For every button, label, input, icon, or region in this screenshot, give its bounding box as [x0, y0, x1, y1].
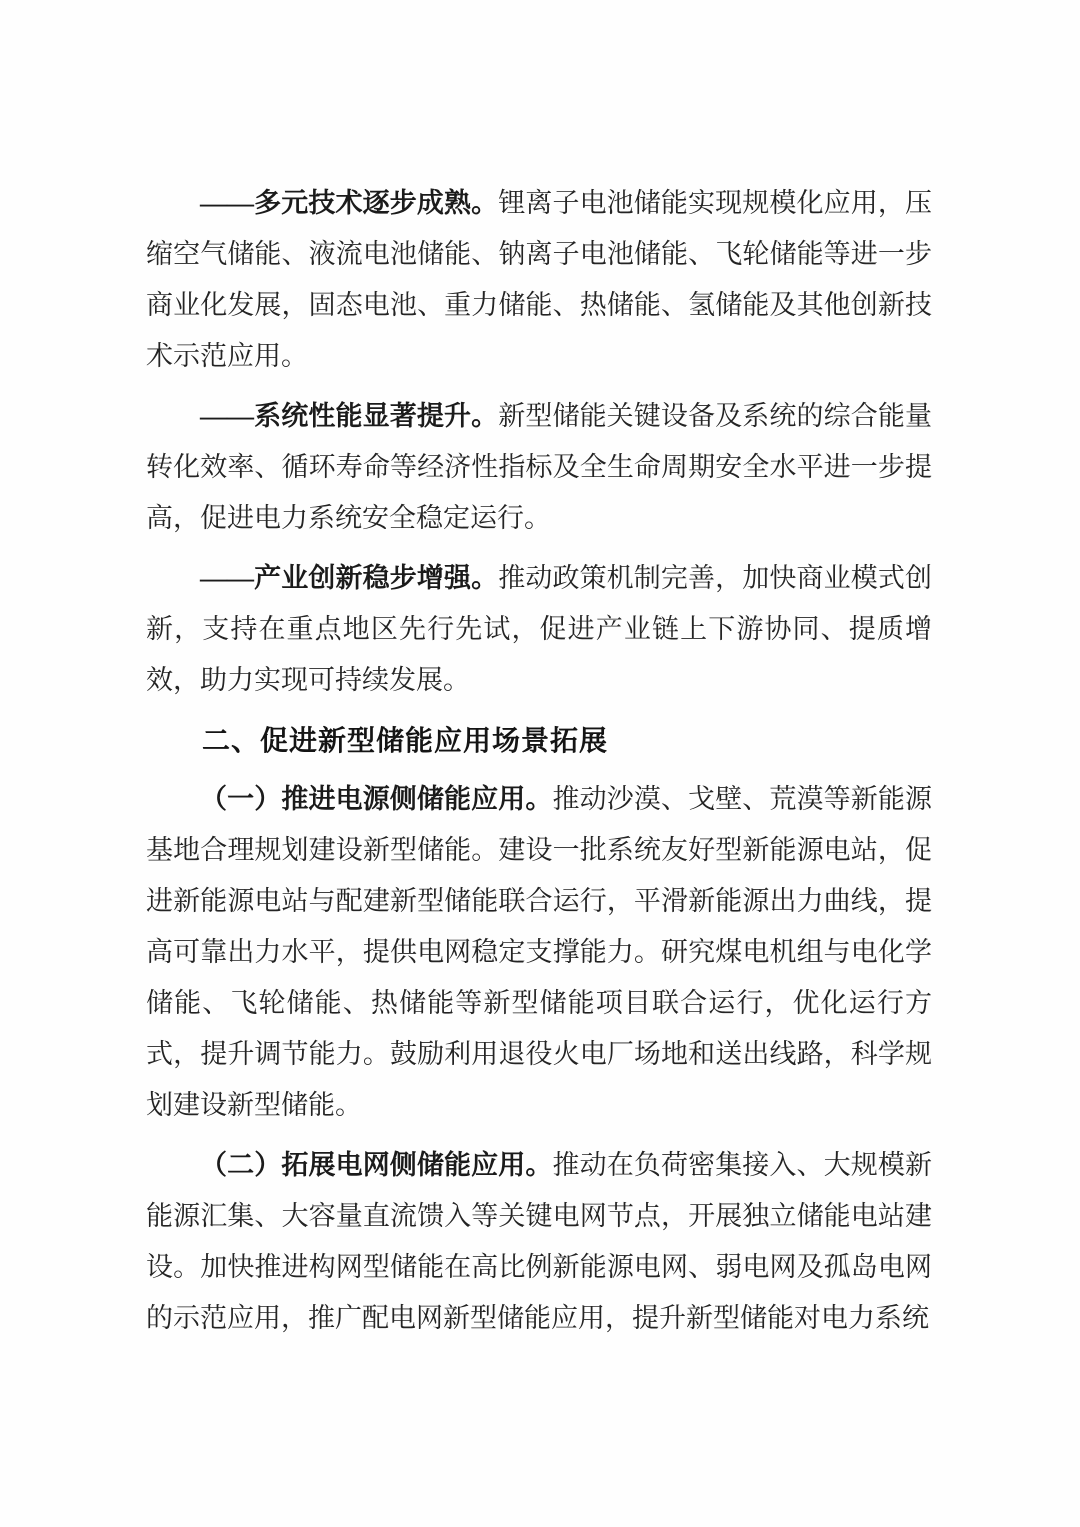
numbered-paragraph	[146, 1140, 932, 1344]
paragraph-lead: ——产业创新稳步增强。	[200, 563, 499, 593]
paragraph-lead: ——多元技术逐步成熟。	[200, 188, 499, 218]
paragraph-lead: （二）拓展电网侧储能应用。	[200, 1150, 553, 1180]
dash-paragraph	[146, 178, 932, 382]
paragraph-text: 推动在负荷密集接入、大规模新能源汇集、大容量直流馈入等关键电网节点，开展独立储能电站建设。加快推进构网型储能在高比例新能源电网、弱电网及孤岛电网的示范应用，推广配电网新型储能应用，提升新型储能对电力系统	[146, 1150, 932, 1333]
dash-paragraph	[146, 553, 932, 706]
numbered-paragraph	[146, 774, 932, 1131]
paragraph-text: 新型储能关键设备及系统的综合能量转化效率、循环寿命等经济性指标及全生命周期安全水平进一步提高，促进电力系统安全稳定运行。	[146, 401, 933, 533]
paragraph-lead: （一）推进电源侧储能应用。	[200, 784, 553, 814]
paragraph-text: 推动沙漠、戈壁、荒漠等新能源基地合理规划建设新型储能。建设一批系统友好型新能源电站，促进新能源电站与配建新型储能联合运行，平滑新能源出力曲线，提高可靠出力水平，提供电网稳定支撑能力。研究煤电机组与电化学储能、飞轮储能、热储能等新型储能项目联合运行，优化运行方式，提升调节能力。鼓励利用退役火电厂场地和送出线路，科学规划建设新型储能。	[146, 784, 932, 1120]
paragraph-text: 推动政策机制完善，加快商业模式创新，支持在重点地区先行先试，促进产业链上下游协同、提质增效，助力实现可持续发展。	[146, 563, 933, 695]
section-heading: 二、促进新型储能应用场景拓展	[202, 725, 609, 756]
paragraph-text: 锂离子电池储能实现规模化应用，压缩空气储能、液流电池储能、钠离子电池储能、飞轮储能等进一步商业化发展，固态电池、重力储能、热储能、氢储能及其他创新技术示范应用。	[146, 188, 933, 371]
paragraph-lead: ——系统性能显著提升。	[200, 401, 499, 431]
dash-paragraph	[146, 391, 932, 544]
